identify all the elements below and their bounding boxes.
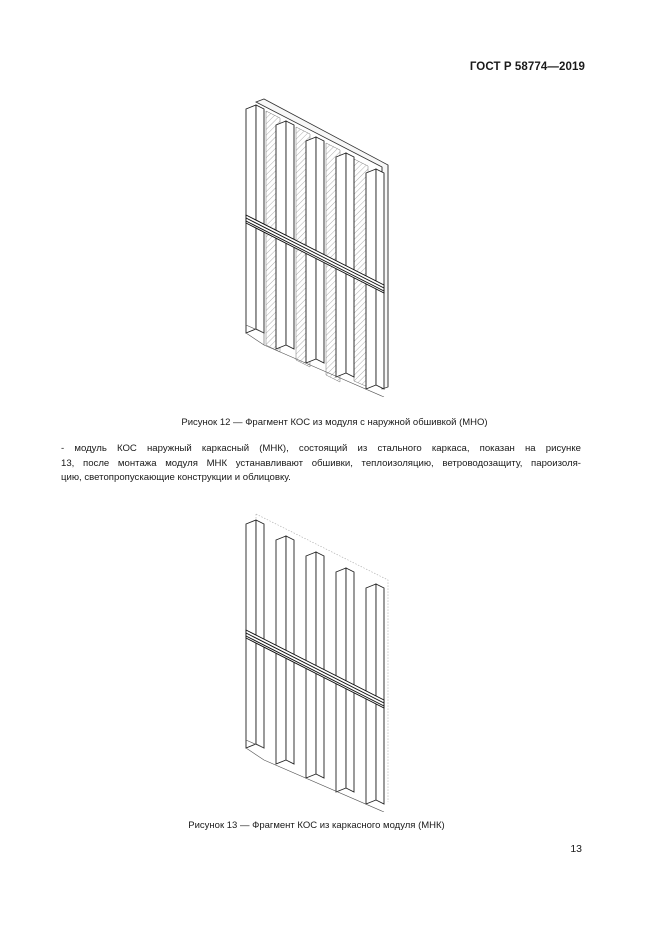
facade-module-cladding-icon: [236, 97, 396, 397]
paragraph-line: цию, светопропускающие конструкции и облицовку.: [61, 472, 291, 483]
facade-module-frame-icon: [236, 512, 396, 812]
standard-number: ГОСТ Р 58774—2019: [469, 61, 585, 73]
page-number: 13: [570, 843, 582, 855]
figure-13-drawing: [236, 512, 396, 812]
paragraph-line: 13, после монтажа модуля МНК устанавливают обшивки, теплоизоляцию, ветроводозащиту, пароизоля-: [61, 457, 581, 469]
body-paragraph: [61, 442, 581, 486]
paragraph-line: - модуль КОС наружный каркасный (МНК), состоящий из стального каркаса, показан на рисунке: [61, 443, 581, 454]
figure-13-caption: Рисунок 13 — Фрагмент КОС из каркасного модуля (МНК): [188, 820, 445, 831]
figure-12-caption: Рисунок 12 — Фрагмент КОС из модуля с наружной обшивкой (МНО): [181, 417, 488, 428]
figure-12-drawing: [236, 97, 396, 397]
